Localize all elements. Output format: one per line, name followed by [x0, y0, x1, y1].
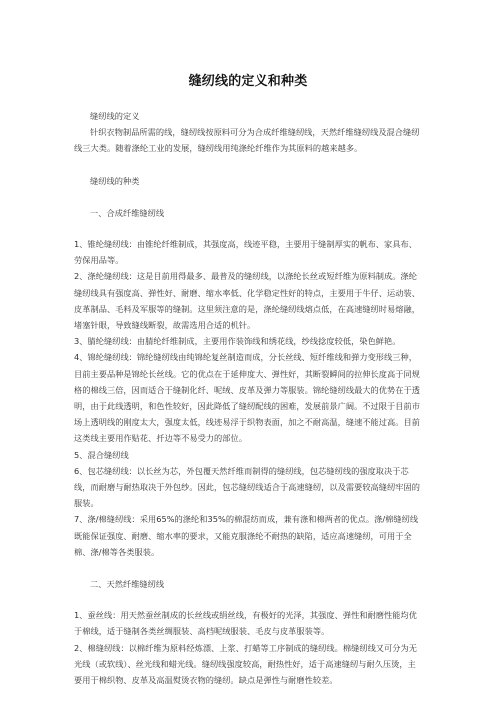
- paragraph-cotton: 2、棉缝纫线：以棉纤维为原料经炼漂、上浆、打蜡等工序制成的缝纫线。棉缝纫线又可分为无光线（或软线）、丝光线和蜡光线。缝纫线强度较高，耐热性好，适于高速缝纫与耐久压烫，主要用于棉织物、皮革及高温熨烫衣物的缝纫。缺点是弹性与耐磨性较差。: [74, 642, 417, 686]
- paragraph-core-spun: 6、包芯缝纫线：以长丝为芯，外包覆天然纤维而制得的缝纫线，包芯缝纫线的强度取决于芯线，而耐磨与耐热取决于外包纱。因此，包芯缝纫线适合于高速缝纫，以及需要较高缝纫牢固的服装。: [74, 465, 420, 509]
- spacer: [74, 221, 422, 236]
- paragraph-nylon-cone: 1、锥纶缝纫线：由锥纶纤维制成，其强度高，线迹平稳，主要用于缝制厚实的帆布、家具布、劳保用品等。: [74, 239, 417, 266]
- paragraph-poly-cotton: 7、涤/棉缝纫线：采用65%的涤纶和35%的棉混纺而成，兼有涤和棉两者的优点。涤/棉缝纫线既能保证强度、耐磨、缩水率的要求，又能克服涤纶不耐热的缺陷，适应高速缝纫，可用于全棉、涤/棉等各类服装。: [74, 514, 419, 557]
- spacer: [74, 592, 422, 607]
- paragraph-polyester: 2、涤纶缝纫线：这是目前用得最多、最普及的缝纫线，以涤纶长丝或短纤维为原料制成。涤纶缝纫线具有强度高、弹性好、耐磨、缩水率低、化学稳定性好的特点，主要用于牛仔、运动装、皮革制品、毛料及军服等的缝制。这里须注意的是，涤纶缝纫线熔点低，在高速缝纫时易熔融，堵塞针眼，导致缝线断裂，故需选用合适的机针。: [74, 271, 420, 331]
- paragraph-acrylic: 3、腈纶缝纫线：由腈纶纤维制成，主要用作装饰线和绣花线，纱线捻度较低，染色鲜艳。: [74, 336, 401, 347]
- section-label-types: 缝纫线的种类: [90, 175, 140, 186]
- document-body: [74, 108, 422, 688]
- spacer: [74, 560, 422, 576]
- section-label-definition: 缝纫线的定义: [90, 111, 140, 121]
- spacer: [74, 157, 422, 173]
- paragraph-silk: 1、蚕丝线：用天然蚕丝制成的长丝线或绢丝线，有极好的光泽，其强度、弹性和耐磨性能均优于棉线，适于缝制各类丝绸服装、高档呢绒服装、毛皮与皮革服装等。: [74, 610, 417, 637]
- paragraph-definition: 针织衣物制品所需的线，缝纫线按原料可分为合成纤维缝纫线，天然纤维缝纫线及混合缝纫线三大类。随着涤纶工业的发展，缝纫线用纯涤纶纤维作为其原料的越来越多。: [74, 127, 420, 154]
- heading-synthetic: 一、合成纤维缝纫线: [90, 207, 165, 218]
- paragraph-nylon: 4、锦纶缝纫线：锦纶缝纫线由纯锦纶复丝制造而成，分长丝线、短纤维线和弹力变形线三种，目前主要品种是锦纶长丝线。它的优点在于延伸度大、弹性好，其断裂瞬间的拉伸长度高于同规格的棉线三倍，因而适合于缝制化纤、呢绒、皮革及弹力等服装。锦纶缝纫线最大的优势在于透明，由于此线透明，和色性较好，因此降低了缝纫配线的困难，发展前景广阔。不过限于目前市场上透明线的刚度太大，强度太低，线迹易浮于织物表面，加之不耐高温，缝速不能过高。目前这类线主要用作贴花、扦边等不易受力的部位。: [74, 352, 420, 444]
- document-title: 缝纫线的定义和种类: [188, 74, 308, 89]
- paragraph-blended: 5、混合缝纫线: [74, 449, 129, 460]
- heading-natural: 二、天然纤维缝纫线: [90, 579, 165, 590]
- spacer: [74, 189, 422, 205]
